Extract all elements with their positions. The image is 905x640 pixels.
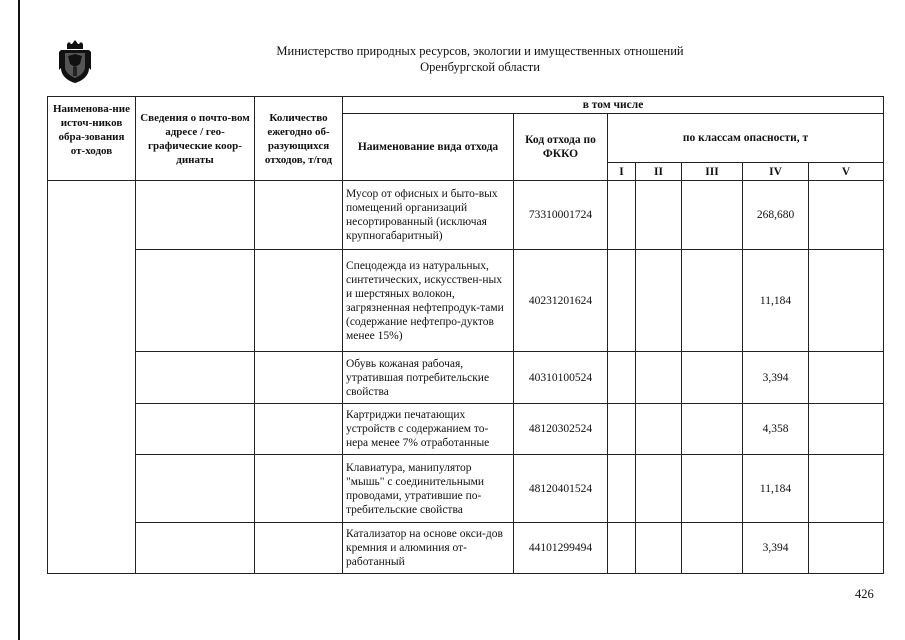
- address-cell: [136, 455, 255, 523]
- class-3-cell: [682, 181, 743, 250]
- class-1-cell: [608, 455, 636, 523]
- class-3-cell: [682, 523, 743, 574]
- table-row: [48, 250, 884, 352]
- waste-name-cell: Клавиатура, манипулятор "мышь" с соединительными проводами, утратившие по-требительские свойства: [343, 455, 514, 523]
- table-row: [48, 404, 884, 455]
- class-5-cell: [809, 404, 884, 455]
- quantity-cell: [255, 404, 343, 455]
- col-header-class-1: I: [608, 163, 636, 181]
- class-5-cell: [809, 352, 884, 404]
- class-5-cell: [809, 455, 884, 523]
- col-header-class-2: II: [636, 163, 682, 181]
- fkko-code-cell: 44101299494: [514, 523, 608, 574]
- class-5-cell: [809, 181, 884, 250]
- class-2-cell: [636, 352, 682, 404]
- source-cell: [48, 181, 136, 574]
- class-1-cell: [608, 181, 636, 250]
- col-header-class-3: III: [682, 163, 743, 181]
- address-cell: [136, 250, 255, 352]
- col-header-quantity: Количество ежегодно об-разующихся отходов, т/год: [255, 97, 343, 181]
- fkko-code-cell: 40310100524: [514, 352, 608, 404]
- class-5-cell: [809, 523, 884, 574]
- address-cell: [136, 404, 255, 455]
- col-header-waste-name: Наименование вида отхода: [343, 114, 514, 181]
- address-cell: [136, 352, 255, 404]
- class-3-cell: [682, 455, 743, 523]
- class-4-cell: 11,184: [743, 455, 809, 523]
- col-header-fkko-code: Код отхода по ФККО: [514, 114, 608, 181]
- class-3-cell: [682, 404, 743, 455]
- address-cell: [136, 181, 255, 250]
- col-header-hazard-classes: по классам опасности, т: [608, 114, 884, 163]
- class-1-cell: [608, 250, 636, 352]
- quantity-cell: [255, 181, 343, 250]
- col-header-class-4: IV: [743, 163, 809, 181]
- class-2-cell: [636, 181, 682, 250]
- class-3-cell: [682, 352, 743, 404]
- class-4-cell: 3,394: [743, 523, 809, 574]
- col-header-address: Сведения о почто-вом адресе / гео-графические коор-динаты: [136, 97, 255, 181]
- table-row: [48, 455, 884, 523]
- fkko-code-cell: 40231201624: [514, 250, 608, 352]
- fkko-code-cell: 73310001724: [514, 181, 608, 250]
- col-header-including: в том числе: [343, 97, 884, 114]
- class-1-cell: [608, 352, 636, 404]
- table-row: [48, 523, 884, 574]
- quantity-cell: [255, 352, 343, 404]
- waste-table: [47, 96, 884, 574]
- class-2-cell: [636, 250, 682, 352]
- col-header-class-5: V: [809, 163, 884, 181]
- class-3-cell: [682, 250, 743, 352]
- waste-name-cell: Спецодежда из натуральных, синтетических, искусствен-ных и шерстяных волокон, загрязненная нефтепродук-тами (содержание нефтепро-дуктов менее 15%): [343, 250, 514, 352]
- table-row: [48, 352, 884, 404]
- binding-line: [18, 0, 20, 640]
- quantity-cell: [255, 523, 343, 574]
- address-cell: [136, 523, 255, 574]
- waste-name-cell: Обувь кожаная рабочая, утратившая потребительские свойства: [343, 352, 514, 404]
- waste-name-cell: Картриджи печатающих устройств с содержанием то-нера менее 7% отработанные: [343, 404, 514, 455]
- class-2-cell: [636, 455, 682, 523]
- class-4-cell: 3,394: [743, 352, 809, 404]
- ministry-name: Министерство природных ресурсов, экологии и имущественных отношений: [276, 44, 684, 58]
- class-1-cell: [608, 404, 636, 455]
- region-name: Оренбургской области: [420, 60, 540, 74]
- document-header: [200, 43, 760, 75]
- class-4-cell: 11,184: [743, 250, 809, 352]
- class-4-cell: 4,358: [743, 404, 809, 455]
- table-row: [48, 181, 884, 250]
- quantity-cell: [255, 250, 343, 352]
- orenburg-coat-of-arms-icon: [58, 38, 92, 84]
- fkko-code-cell: 48120302524: [514, 404, 608, 455]
- waste-name-cell: Мусор от офисных и быто-вых помещений организаций несортированный (исключая крупногабаритный): [343, 181, 514, 250]
- class-1-cell: [608, 523, 636, 574]
- fkko-code-cell: 48120401524: [514, 455, 608, 523]
- col-header-source: Наименова-ние источ-ников обра-зования от-ходов: [48, 97, 136, 181]
- quantity-cell: [255, 455, 343, 523]
- class-2-cell: [636, 523, 682, 574]
- waste-name-cell: Катализатор на основе окси-дов кремния и алюминия от-работанный: [343, 523, 514, 574]
- class-4-cell: 268,680: [743, 181, 809, 250]
- class-5-cell: [809, 250, 884, 352]
- class-2-cell: [636, 404, 682, 455]
- page-number: 426: [855, 587, 874, 601]
